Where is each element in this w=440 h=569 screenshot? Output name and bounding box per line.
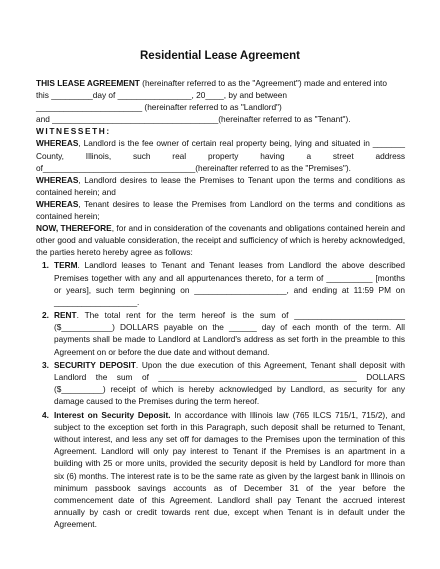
clause-text: . Upon the due execution of this Agreement, Tenant shall deposit with Landlord the sum of ___________________________________________ DOLLARS ($_________) receipt of which is hereby acknowledged by Landlord, as security for any damage caused to the Premises during the term hereof. [54, 360, 405, 407]
intro-lead-bold: THIS LEASE AGREEMENT [36, 78, 140, 88]
now-therefore-paragraph [36, 222, 405, 258]
clause-list [36, 259, 405, 530]
whereas-paragraph-1 [36, 137, 405, 173]
clause-text: . Landlord leases to Tenant and Tenant leases from Landlord the above described Premises together with any and all appurtenances thereto, for a term of __________ [months or years], such term beginning on ____________________, and ending at 11:59 PM on __________________. [54, 260, 405, 307]
intro-line-2: this _________day of ________________, 20____, by and between [36, 90, 287, 101]
whereas-2-text: , Landlord desires to lease the Premises to Tenant upon the terms and conditions as contained herein; and [36, 174, 405, 197]
whereas-paragraph-3 [36, 198, 405, 222]
document-title: Residential Lease Agreement [140, 50, 300, 62]
intro-line-4: and ____________________________________(hereinafter referred to as "Tenant"). [36, 114, 351, 125]
clause-heading: Interest on Security Deposit. [54, 410, 171, 421]
whereas-1-text: , Landlord is the fee owner of certain real property being, lying and situated in _______ County, Illinois, such real property having a street address of_________________________________(hereinafter referred to as the "Premises"). [36, 138, 405, 173]
now-therefore-label: NOW, THEREFORE [36, 223, 112, 234]
whereas-3-text: , Tenant desires to lease the Premises from Landlord on the terms and conditions as contained herein; [36, 198, 405, 222]
witnesseth-heading: WITNESSETH: [36, 126, 111, 137]
clause-rent [36, 309, 405, 357]
whereas-3-label: WHEREAS [36, 198, 79, 209]
clause-heading: TERM [54, 260, 78, 271]
clause-text: . The total rent for the term hereof is the sum of ________________________ ($___________) DOLLARS payable on the ______ day of each month of the term. All payments shall be made to Landlord at Landlord's address as set forth in the preamble to this Agreement on or before the due date and without demand. [54, 310, 405, 357]
clause-number: 2. [42, 310, 49, 321]
clause-number: 3. [42, 360, 49, 371]
clause-text: In accordance with Illinois law (765 ILCS 715/1, 715/2), and subject to the exception set forth in this Paragraph, such deposit shall be returned to Tenant, without interest, and less any set off for damages to the Premises upon the termination of this Agreement. Landlord will only pay interest to Tenant if the Premises is an apartment in a building with 25 or more units, provided the security deposit is held by Landlord for more than six (6) months. The interest rate is to be the same rate as given by the largest bank in Illinois on minimum passbook savings accounts as of December 31 of the year before the commencement date of this Agreement. Landlord shall pay Tenant the accrued interest annually by cash or credit towards rent due, except when Tenant is in default under the Agreement. [54, 410, 406, 529]
whereas-2-label: WHEREAS [36, 174, 79, 185]
clause-term [36, 259, 405, 307]
document-body [36, 77, 405, 531]
clause-security-deposit [36, 359, 405, 407]
intro-line-1 [36, 77, 405, 89]
clause-heading: SECURITY DEPOSIT [54, 360, 136, 371]
intro-line-3: _______________________ (hereinafter referred to as "Landlord") [36, 102, 282, 113]
intro-lead-text: (hereinafter referred to as the "Agreement") made and entered into [139, 78, 387, 88]
whereas-1-label: WHEREAS [36, 138, 79, 149]
clause-number: 4. [42, 410, 49, 421]
clause-interest-on-deposit [36, 409, 405, 530]
clause-heading: RENT [54, 310, 77, 321]
now-therefore-text: , for and in consideration of the covenants and obligations contained herein and other good and valuable consideration, the receipt and sufficiency of which is hereby acknowledged, the parties hereto hereby agree as follows: [36, 223, 405, 258]
whereas-paragraph-2 [36, 174, 405, 198]
clause-number: 1. [42, 260, 49, 271]
